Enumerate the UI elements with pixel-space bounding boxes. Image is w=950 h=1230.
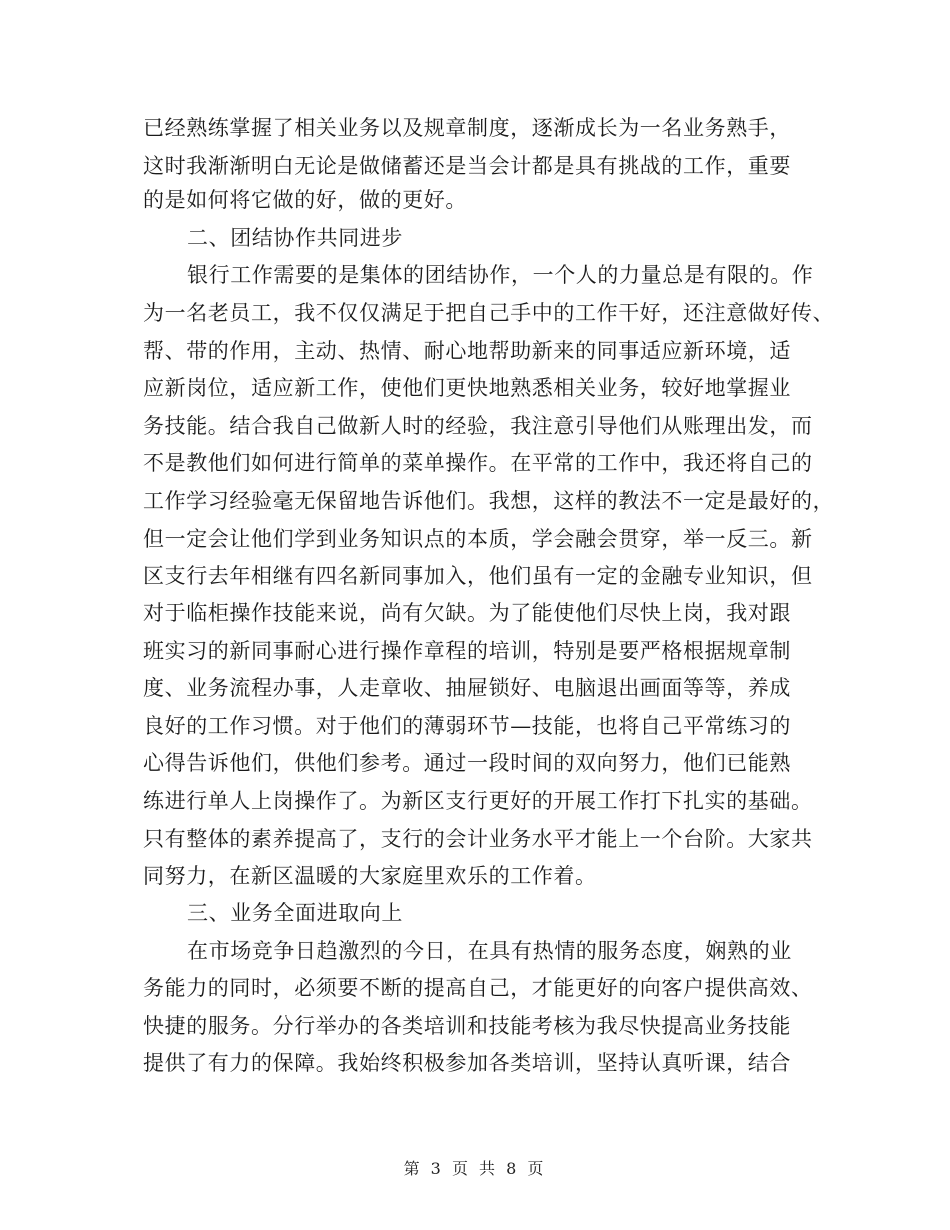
text-line: 快捷的服务。分行举办的各类培训和技能考核为我尽快提高业务技能 [143,1014,791,1038]
page-number: 第 3 页 共 8 页 [403,1159,547,1178]
text-line: 同努力，在新区温暖的大家庭里欢乐的工作着。 [143,864,597,888]
text-line: 务技能。结合我自己做新人时的经验，我注意引导他们从账理出发，而 [143,414,813,438]
text-line: 但一定会让他们学到业务知识点的本质，学会融会贯穿，举一反三。新 [143,527,813,551]
text-line: 不是教他们如何进行简单的菜单操作。在平常的工作中，我还将自己的 [143,451,813,475]
section-heading: 三、业务全面进取向上 [187,901,403,925]
text-line: 在市场竞争日趋激烈的今日，在具有热情的服务态度，娴熟的业 [187,939,792,963]
text-line: 班实习的新同事耐心进行操作章程的培训，特别是要严格根据规章制 [143,639,791,663]
text-line: 银行工作需要的是集体的团结协作，一个人的力量总是有限的。作 [187,263,814,287]
text-line: 帮、带的作用，主动、热情、耐心地帮助新来的同事适应新环境，适 [143,339,791,363]
text-line: 提供了有力的保障。我始终积极参加各类培训，坚持认真听课，结合 [143,1051,791,1075]
text-line: 已经熟练掌握了相关业务以及规章制度，逐渐成长为一名业务熟手， [143,116,791,140]
text-line: 工作学习经验毫无保留地告诉他们。我想，这样的教法不一定是最好的， [143,489,835,513]
text-line: 应新岗位，适应新工作，使他们更快地熟悉相关业务，较好地掌握业 [143,376,791,400]
text-line: 务能力的同时，必须要不断的提高自己，才能更好的向客户提供高效、 [143,976,813,1000]
text-line: 为一名老员工，我不仅仅满足于把自己手中的工作干好，还注意做好传、 [143,301,835,325]
text-line: 区支行去年相继有四名新同事加入，他们虽有一定的金融专业知识，但 [143,564,813,588]
text-line: 对于临柜操作技能来说，尚有欠缺。为了能使他们尽快上岗，我对跟 [143,601,791,625]
section-heading: 二、团结协作共同进步 [187,226,403,250]
text-line: 这时我渐渐明白无论是做储蓄还是当会计都是具有挑战的工作，重要 [143,154,791,178]
text-line: 良好的工作习惯。对于他们的薄弱环节—技能，也将自己平常练习的 [143,714,791,738]
text-line: 只有整体的素养提高了，支行的会计业务水平才能上一个台阶。大家共 [143,827,813,851]
text-line: 心得告诉他们，供他们参考。通过一段时间的双向努力，他们已能熟 [143,751,791,775]
text-line: 度、业务流程办事，人走章收、抽屉锁好、电脑退出画面等等，养成 [143,676,791,700]
text-line: 练进行单人上岗操作了。为新区支行更好的开展工作打下扎实的基础。 [143,789,813,813]
text-line: 的是如何将它做的好，做的更好。 [143,188,467,212]
